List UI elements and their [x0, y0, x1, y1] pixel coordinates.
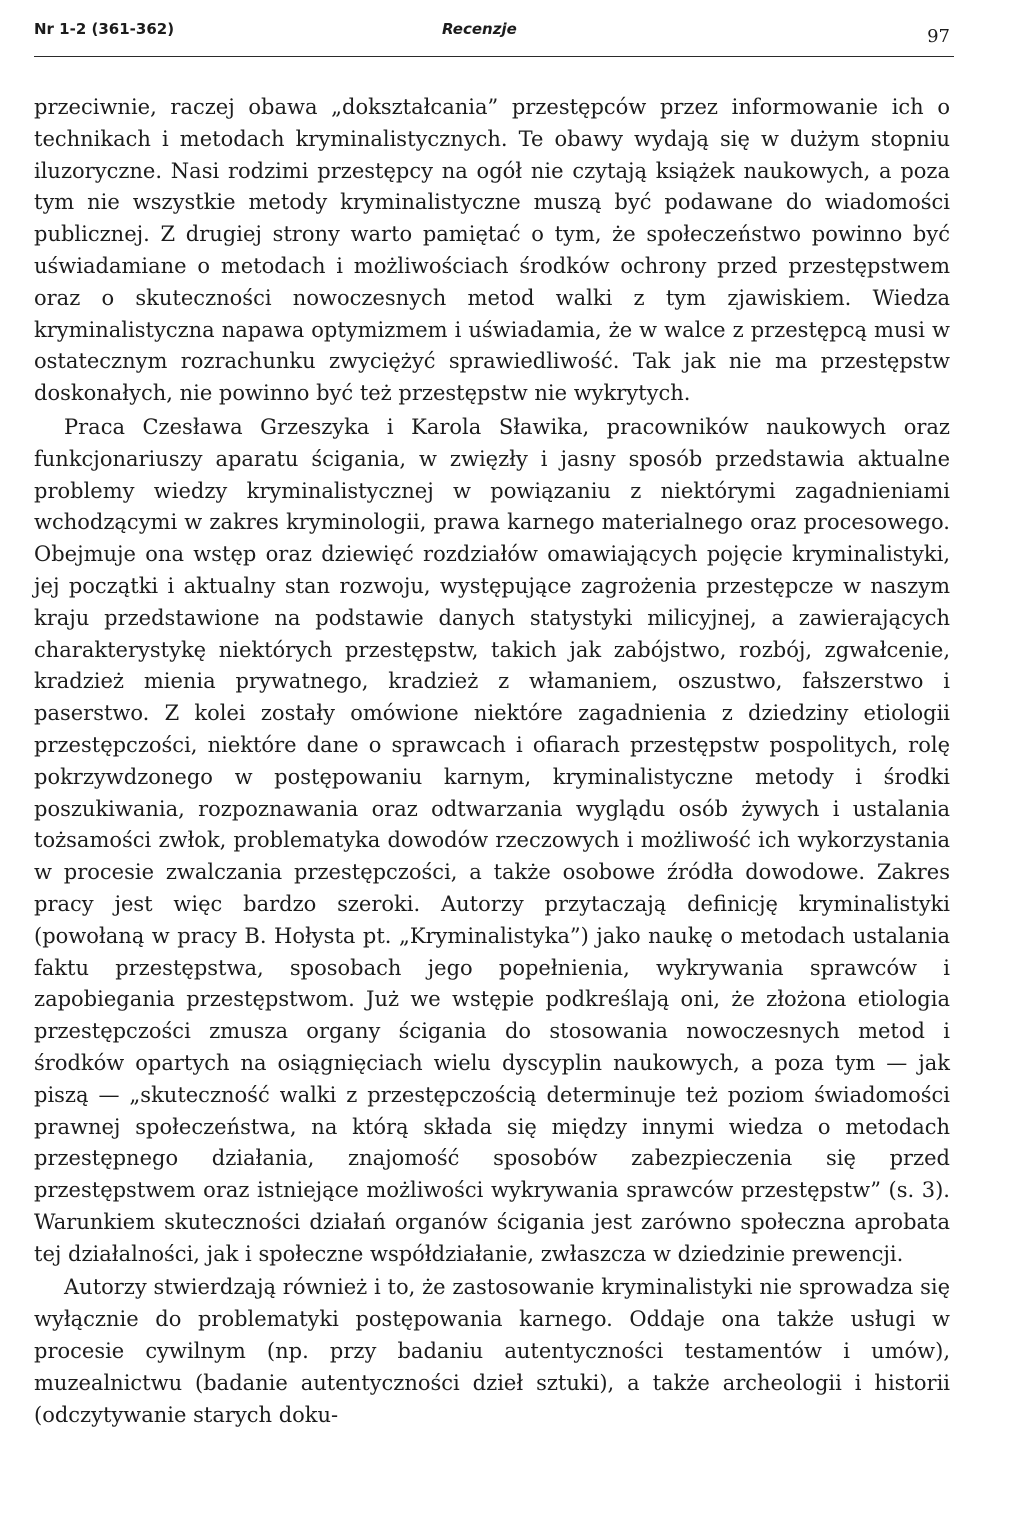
paragraph: Praca Czesława Grzeszyka i Karola Sławika, pracowników naukowych oraz funkcjonariuszy aparatu ścigania, w zwięzły i jasny sposób przedstawia aktualne problemy wiedzy kryminalistycznej w powiązaniu z niektórymi zagadnieniami wchodzącymi w zakres kryminologii, prawa karnego materialnego oraz procesowego. Obejmuje ona wstęp oraz dziewięć rozdziałów omawiających pojęcie kryminalistyki, jej początki i aktualny stan rozwoju, występujące zagrożenia przestępcze w naszym kraju przedstawione na podstawie danych statystyki milicyjnej, a zawierających charakterystykę niektórych przestępstw, takich jak zabójstwo, rozbój, zgwałcenie, kradzież mienia prywatnego, kradzież z włamaniem, oszustwo, fałszerstwo i paserstwo. Z kolei zostały omówione niektóre zagadnienia z dziedziny etiologii przestępczości, niektóre dane o sprawcach i ofiarach przestępstw pospolitych, rolę pokrzywdzonego w postępowaniu karnym, kryminalistyczne metody i środki poszukiwania, rozpoznawania oraz odtwarzania wyglądu osób żywych i ustalania tożsamości zwłok, problematyka dowodów rzeczowych i możliwość ich wykorzystania w procesie zwalczania przestępczości, a także osobowe źródła dowodowe. Zakres pracy jest więc bardzo szeroki. Autorzy przytaczają definicję kryminalistyki (powołaną w pracy B. Hołysta pt. „Kryminalistyka”) jako naukę o metodach ustalania faktu przestępstwa, sposobach jego popełnienia, wykrywania sprawców i zapobiegania przestępstwom. Już we wstępie podkreślają oni, że złożona etiologia przestępczości zmusza organy ścigania do stosowania nowoczesnych metod i środków opartych na osiągnięciach wielu dyscyplin naukowych, a poza tym — jak piszą — „skuteczność walki z przestępczością determinuje też poziom świadomości prawnej społeczeństwa, na którą składa się między innymi wiedza o metodach przestępnego działania, znajomość sposobów zabezpieczenia się przed przestępstwem oraz istniejące możliwości wykrywania sprawców przestępstw” (s. 3). Warunkiem skuteczności działań organów ścigania jest zarówno społeczna aprobata tej działalności, jak i społeczne współdziałanie, zwłaszcza w dziedzinie prewencji.: [34, 414, 950, 1266]
paragraph: Autorzy stwierdzają również i to, że zastosowanie kryminalistyki nie sprowadza się wyłącznie do problematyki postępowania karnego. Oddaje ona także usługi w procesie cywilnym (np. przy badaniu autentyczności testamentów i umów), muzealnictwu (badanie autentyczności dzieł sztuki), a także archeologii i historii (odczytywanie starych doku-: [34, 1275, 950, 1427]
paragraph-continuation: przeciwnie, raczej obawa „dokształcania” przestępców przez informowanie ich o technikach i metodach kryminalistycznych. Te obawy wydają się w dużym stopniu iluzoryczne. Nasi rodzimi przestępcy na ogół nie czytają książek naukowych, a poza tym nie wszystkie metody kryminalistyczne muszą być podawane do wiadomości publicznej. Z drugiej strony warto pamiętać o tym, że społeczeństwo powinno być uświadamiane o metodach i możliwościach środków ochrony przed przestępstwem oraz o skuteczności nowoczesnych metod walki z tym zjawiskiem. Wiedza kryminalistyczna napawa optymizmem i uświadamia, że w walce z przestępcą musi w ostatecznym rozrachunku zwyciężyć sprawiedliwość. Tak jak nie ma przestępstw doskonałych, nie powinno być też przestępstw nie wykrytych.: [34, 95, 950, 406]
section-title: Recenzje: [442, 20, 517, 38]
document-page: [34, 0, 954, 1515]
journal-issue-number: Nr 1-2 (361-362): [34, 20, 175, 38]
header-rule: [34, 56, 954, 57]
page-number: 97: [927, 26, 950, 47]
running-header: [34, 16, 954, 46]
body-text: [34, 92, 950, 1431]
